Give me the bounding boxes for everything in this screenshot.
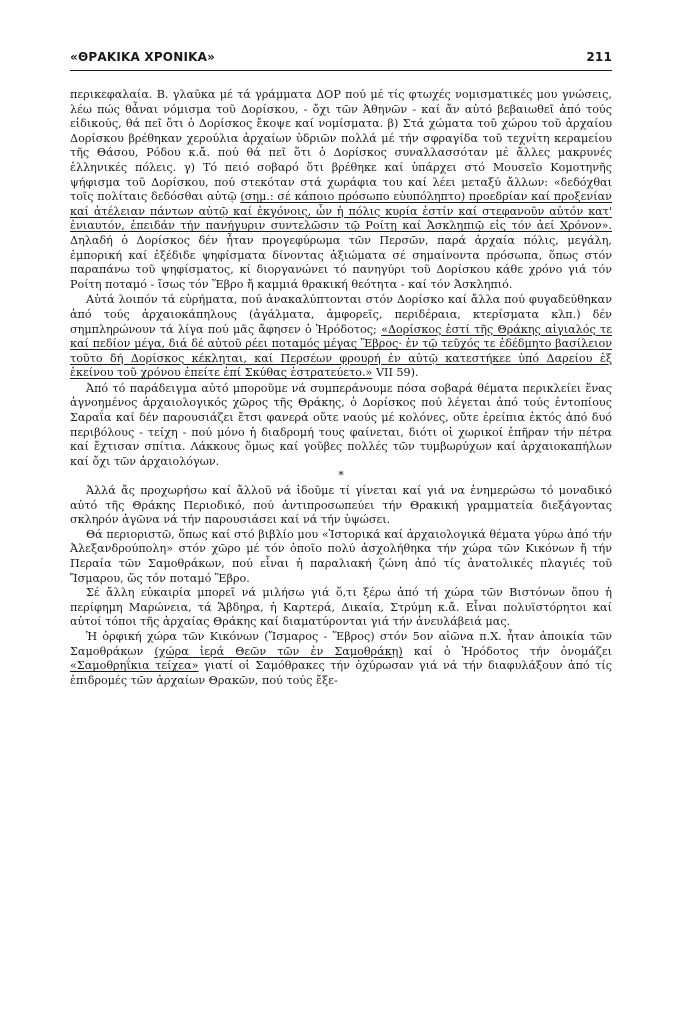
underlined-phrase: «Σαμοθρηΐκια τείχεα» (70, 659, 199, 673)
paragraph-text: Ἀπό τό παράδειγμα αὐτό μποροῦμε νά συμπεράνουμε πόσα σοβαρά θέματα περικλείει ἕνας ἀγνοημένος ἀρχαιολογικός χῶρος τῆς Θράκης, ὁ Δορίσκος πού λέγεται ἀπό τούς ἐντοπίους Σαραΐα καί δέν παρουσιάζει ἔτσι φανερά οὔτε ναούς μέ κολόνες, οὔτε ἐρείπια ἐκτός ἀπό δυό περιβόλους - τείχη - πού μόνο ἡ διαδρομή τους φαίνεται, διότι οἱ χωρικοί ἐπῆραν τήν πέτρα καί ἔχτισαν σπίτια. Λάκκους ὅμως καί γοῦβες πολλές τῶν τυμβωρύχων καί ἀρχαιοκαπήλων καί ὄχι τῶν ἀρχαιολόγων. (70, 381, 612, 468)
journal-title: «ΘΡΑΚΙΚΑ ΧΡΟΝΙΚΑ» (70, 50, 216, 64)
herodotus-quote: «Δορίσκος ἐστί τῆς Θράκης αἰγιαλός τε καί πεδίον μέγα, διά δέ αὐτοῦ ρέει ποταμός μέγας Ἕβρος· ἐν τῷ τεῦχός τε ἐδέδμητο βασίλειον τοῦτο δή Δορίσκος κέκληται, καί Περσέων φρουρή ἐν αὐτῷ κατεστήκεε ὑπό Δαρείου ἐξ ἐκείνου τοῦ χρόνου ἐπείτε ἐπί Σκύθας ἐστρατεύετο.» (70, 322, 612, 380)
paragraph-herodotus (70, 293, 612, 381)
paragraph-kikones (70, 630, 612, 688)
paragraph-text: Δηλαδή ὁ Δορίσκος δέν ἦταν προγεφύρωμα τῶν Περσῶν, παρά ἀρχαία πόλις, μεγάλη, ἐμπορική καί ἐξέδιδε ψηφίσματα δίνοντας ἀξιώματα σέ σημαίνοντα πρόσωπα, ὅπως στόν παραπάνω τοῦ ψηφίσματος, κί διοργανώνει τό πανηγύρι τοῦ Δορίσκου κάθε χρόνο γιά τόν Ροίτη ποταμό - ἴσως τόν Ἕβρο ἤ καμμιά θρακική θεότητα - καί τόν Ἀσκληπιό. (70, 233, 612, 291)
decree-quote: προεδρίαν καί προξενίαν καί ἀτέλειαν πάντων αὐτῷ καί ἐκγόνοις, ὧν ἡ πόλις κυρία ἐστίν καί στεφανοῦν αὐτόν κατ' ἐνιαυτόν, ἐπειδάν τήν πανήγυριν συντελῶσιν τῷ Ροίτῃ καί Ἀσκληπιῷ εἰς τόν ἀεί Χρόνον». (70, 190, 612, 233)
paragraph-text: Ἡ ὀρφική χώρα τῶν Κικόνων (Ἴσμαρος - Ἕβρος) στόν 5ον αἰῶνα π.Χ. ἦταν ἀποικία τῶν Σαμοθράκων (70, 629, 612, 658)
paragraph-finds (70, 88, 612, 292)
quote-reference: VII 59). (372, 366, 419, 380)
paragraph-text: καί ὁ Ἡρόδοτος τήν ὀνομάζει (402, 644, 613, 658)
paragraph-intro (70, 484, 612, 528)
page-number: 211 (586, 50, 612, 64)
body-text (70, 88, 612, 688)
paragraph-vistones (70, 586, 612, 630)
underlined-phrase: (χώρα ἱερά Θεῶν τῶν ἐν Σαμοθράκῃ) (154, 644, 403, 658)
paragraph-text: Αὐτά λοιπόν τά εὑρήματα, πού ἀνακαλύπτονται στόν Δορίσκο καί ἄλλα πού φυγαδεύθηκαν ἀπό τούς ἀρχαιοκάπηλους (ἀγάλματα, ἀμφορεῖς, περιδέραια, κτερίσματα κλπ.) δέν σημπληρώνουν τά λίγα πού μᾶς ἄφησεν ὁ Ἡρόδοτος; (70, 293, 612, 336)
paragraph-text: Ἀλλά ἄς προχωρήσω καί ἄλλοῦ νά ἰδοῦμε τί γίνεται καί γιά να ἐνημερώσω τό μοναδικό αὐτό τῆς Θράκης Περιοδικό, πού ἀντιπροσωπεύει τήν Θρακική γραμματεία διεξάγοντας σκληρόν ἀγῶνα νά τήν παρουσιάσει καί νά τήν ὑψώσει. (70, 484, 612, 527)
paragraph-text: Θά περιοριστῶ, ὅπως καί στό βιβλίο μου «Ἱστορικά καί ἀρχαιολογικά θέματα γύρω ἀπό τήν Ἀλεξανδρούπολη» στόν χῶρο μέ τόν ὁποῖο πολύ ἀσχολήθηκα τήν χώρα τῶν Κικόνων ἤ τήν Περαία τῶν Σαμοθράκων, πού εἶναι ἡ παραλιακή ζώνη ἀπό τίς ἀνατολικές πλαγιές τοῦ Ἴσμαρου, ὥς τόν ποταμό Ἕβρο. (70, 527, 612, 585)
paragraph-text: περικεφαλαία. B. γλαῦκα μέ τά γράμματα ΔΟΡ πού μέ τίς φτωχές νομισματικές μου γνώσεις, λέω πώς θἆναι νόμισμα τοῦ Δορίσκου, - ὄχι τῶν Ἀθηνῶν - καί ἄν αὐτό βεβαιωθεῖ ἀπό τούς εἰδικούς, θά πεῖ ὅτι ὁ Δορίσκος ἔκοψε καί νομίσματα. β) Στά χώματα τοῦ χώρου τοῦ ἀρχαίου Δορίσκου βρέθηκαν χερούλια ἀρχαίων ὑδριῶν πολλά μέ τήν σφραγίδα τοῦ τεχνίτη κεραμείου τῆς Θάσου, Ρόδου κ.ἄ. πού θά πεῖ ὅτι ὁ Δορίσκος συναλλασσόταν μέ ἄλλες μακρυνές ἑλληνικές πόλεις. γ) Τό πειό σοβαρό ὅτι βρέθηκε καί ὑπάρχει στό Μουσεῖο Κομοτηνῆς ψήφισμα τοῦ Δορίσκου, πού στεκόταν στά χωράφια του καί λέει μεταξύ ἄλλων: «δεδόχθαι τοῖς πολίταις δεδόσθαι αὐτῷ (70, 88, 612, 204)
paragraph-text: Σέ ἄλλη εὐκαιρία μπορεῖ νά μιλήσω γιά ὅ,τι ξέρω ἀπό τή χώρα τῶν Βιστόνων ὅπου ἡ περίφημη Μαρώνεια, τά Ἄβδηρα, ἡ Καρτερά, Δικαία, Στρύμη κ.ἄ. Εἶναι πολυϊστόρητοι καί αὐτοί τόποι τῆς ἀρχαίας Θράκης καί διαματύρονται γιά τήν ἀνευλάβειά μας. (70, 586, 612, 629)
section-separator: * (338, 469, 344, 483)
header-rule (70, 70, 612, 71)
paragraph-conclusion (70, 382, 612, 470)
paragraph-text: γιατί οἱ Σαμόθρακες τήν ὀχύρωσαν γιά νά τήν διαφυλάξουν ἀπό τίς ἐπιδρομές τῶν ἀρχαίων Θρακῶν, πού τούς ἔξε- (70, 659, 612, 687)
paragraph-scope (70, 528, 612, 586)
editor-note: (σημ.: σέ κάποιο πρόσωπο εὐυπόληπτο) (240, 190, 466, 204)
running-header (70, 50, 612, 66)
